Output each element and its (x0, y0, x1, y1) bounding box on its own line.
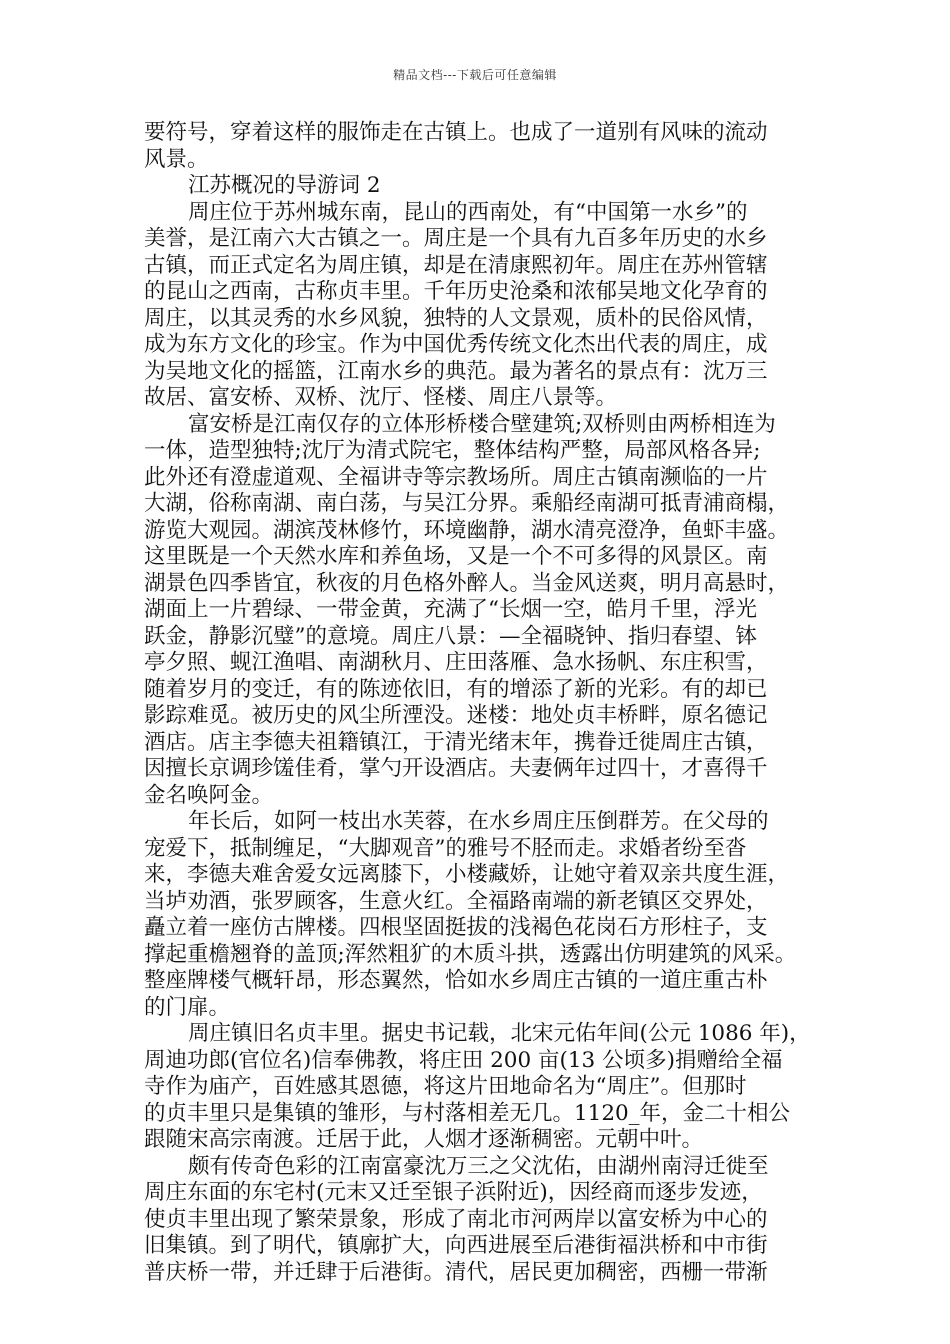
text-line: 金名唤阿金。 (144, 782, 274, 808)
text-line: 普庆桥一带，并迁肆于后港街。清代，居民更加稠密，西栅一带渐 (144, 1259, 768, 1285)
paragraph (144, 1154, 814, 1287)
text-line: 因擅长京调珍馐佳肴，掌勺开设酒店。夫妻俩年过四十，才喜得千 (144, 756, 768, 781)
text-line: 大湖，俗称南湖、南白荡，与吴江分界。乘船经南湖可抵青浦商榻， (144, 491, 790, 516)
text-line: 撑起重檐翘脊的盖顶;浑然粗犷的木质斗拱，透露出仿明建筑的风采。 (144, 941, 797, 967)
text-line: 风景。 (144, 146, 209, 172)
text-line: 江苏概况的导游词 2 (188, 173, 381, 198)
text-line: 跟随宋高宗南渡。迁居于此，人烟才逐渐稠密。元朝中叶。 (144, 1127, 704, 1152)
text-line: 寺作为庙产，百姓感其恩德，将这片田地命名为“周庄”。但那时 (144, 1074, 747, 1099)
text-line: 周庄位于苏州城东南，昆山的西南处，有“中国第一水乡”的 (188, 199, 748, 225)
text-line: 古镇，而正式定名为周庄镇，却是在清康熙初年。周庄在苏州管辖 (144, 252, 768, 278)
page-header: 精品文档---下载后可任意编辑 (393, 68, 557, 82)
text-line: 使贞丰里出现了繁荣景象，形成了南北市河两岸以富安桥为中心的 (144, 1206, 768, 1232)
text-line: 周庄，以其灵秀的水乡风貌，独特的人文景观，质朴的民俗风情， (144, 305, 768, 331)
paragraph (144, 200, 814, 412)
text-line: 矗立着一座仿古牌楼。四根坚固挺拔的浅褐色花岗石方形柱子，支 (144, 915, 768, 940)
paragraph (144, 120, 814, 173)
paragraph (144, 412, 814, 810)
text-line: 周庄东面的东宅村(元末又迁至银子浜附近)，因经商而逐步发迹， (144, 1180, 763, 1205)
text-line: 当垆劝酒，张罗顾客，生意火红。全福路南端的新老镇区交界处， (144, 888, 768, 914)
text-line: 为吴地文化的摇篮，江南水乡的典范。最为著名的景点有：沈万三 (144, 358, 768, 384)
text-line: 宠爱下，抵制缠足，“大脚观音”的雅号不胫而走。求婚者纷至沓 (144, 835, 747, 861)
text-line: 一体，造型独特;沈厅为清式院宅，整体结构严整，局部风格各异; (144, 438, 761, 463)
text-line: 美誉，是江南六大古镇之一。周庄是一个具有九百多年历史的水乡 (144, 226, 768, 251)
paragraph (144, 1021, 814, 1154)
text-line: 酒店。店主李德夫祖籍镇江，于清光绪末年，携眷迁徙周庄古镇， (144, 729, 768, 755)
text-line: 湖面上一片碧绿、一带金黄，充满了“长烟一空，皓月千里，浮光 (144, 597, 757, 622)
text-line: 湖景色四季皆宜，秋夜的月色格外醉人。当金风送爽，明月高悬时， (144, 570, 790, 596)
text-line: 影踪难觅。被历史的风尘所湮没。迷楼：地处贞丰桥畔，原名德记 (144, 703, 768, 728)
text-line: 成为东方文化的珍宝。作为中国优秀传统文化杰出代表的周庄，成 (144, 332, 768, 357)
text-line: 颇有传奇色彩的江南富豪沈万三之父沈佑，由湖州南浔迁徙至 (188, 1153, 769, 1179)
text-line: 来，李德夫难舍爱女远离膝下，小楼藏娇，让她守着双亲共度生涯， (144, 862, 790, 887)
text-line: 亭夕照、蚬江渔唱、南湖秋月、庄田落雁、急水扬帆、东庄积雪， (144, 650, 768, 675)
paragraph (144, 809, 814, 1021)
text-line: 周庄镇旧名贞丰里。据史书记载，北宋元佑年间(公元 1086 年)， (188, 1021, 811, 1046)
text-line: 年长后，如阿一枝出水芙蓉，在水乡周庄压倒群芳。在父母的 (188, 809, 769, 834)
text-line: 随着岁月的变迁，有的陈迹依旧，有的增添了新的光彩。有的却已 (144, 676, 768, 702)
section-heading (144, 173, 814, 200)
text-line: 的昆山之西南，古称贞丰里。千年历史沧桑和浓郁吴地文化孕育的 (144, 279, 768, 304)
text-line: 旧集镇。到了明代，镇廓扩大，向西进展至后港街福洪桥和中市街 (144, 1233, 768, 1258)
text-line: 故居、富安桥、双桥、沈厅、怪楼、周庄八景等。 (144, 385, 618, 410)
text-line: 跃金，静影沉璧”的意境。周庄八景：—全福晓钟、指归春望、钵 (144, 623, 757, 649)
text-line: 的门扉。 (144, 994, 231, 1020)
document-body (144, 120, 814, 1286)
text-line: 周迪功郎(官位名)信奉佛教，将庄田 200 亩(13 公顷多)捐赠给全福 (144, 1047, 783, 1073)
text-line: 的贞丰里只是集镇的雏形，与村落相差无几。1120_年，金二十相公 (144, 1100, 790, 1126)
text-line: 要符号，穿着这样的服饰走在古镇上。也成了一道别有风味的流动 (144, 120, 768, 145)
text-line: 游览大观园。湖滨茂林修竹，环境幽静，湖水清亮澄净，鱼虾丰盛。 (144, 517, 790, 543)
text-line: 富安桥是江南仅存的立体形桥楼合壁建筑;双桥则由两桥相连为 (188, 411, 776, 437)
text-line: 整座牌楼气概轩昂，形态翼然，恰如水乡周庄古镇的一道庄重古朴 (144, 968, 768, 993)
text-line: 这里既是一个天然水库和养鱼场，又是一个不可多得的风景区。南 (144, 544, 768, 569)
text-line: 此外还有澄虚道观、全福讲寺等宗教场所。周庄古镇南濒临的一片 (144, 464, 768, 490)
